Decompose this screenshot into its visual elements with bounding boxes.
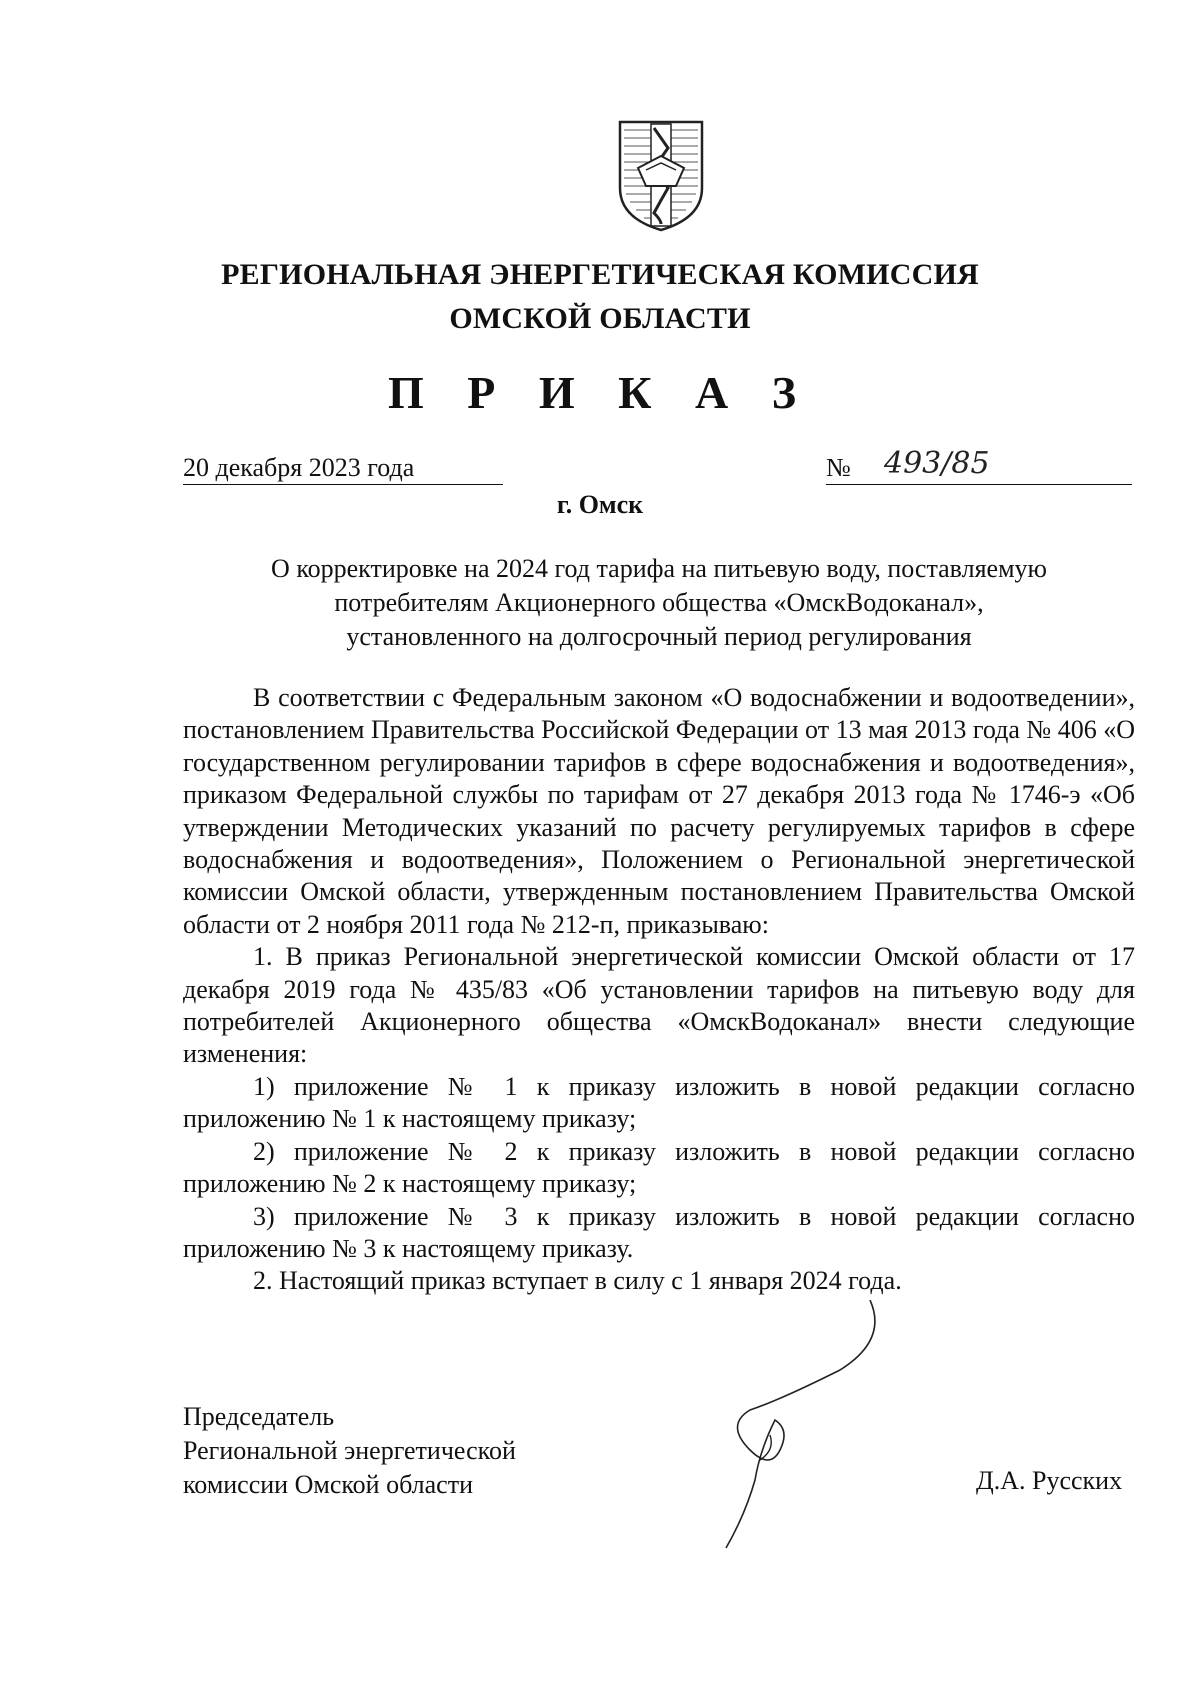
- subject-line: потребителям Акционерного общества «ОмскВодоканал»,: [334, 588, 984, 617]
- number-sign: №: [826, 453, 851, 482]
- position-line: Региональной энергетической: [183, 1436, 516, 1465]
- position-line: комиссии Омской области: [183, 1470, 473, 1499]
- clause-1: 1. В приказ Региональной энергетической комиссии Омской области от 17 декабря 2019 года № 435/83 «Об установлении тарифов на питьевую воду для потребителей Акционерного общества «ОмскВодоканал» внести следующие изменения:: [183, 942, 1135, 1069]
- coat-of-arms-icon: [616, 118, 706, 233]
- preamble-paragraph: В соответствии с Федеральным законом «О водоснабжении и водоотведении», постановлением Правительства Российской Федерации от 13 мая 2013 года № 406 «О государственном регулировании тарифов в сфере водоснабжения и водоотведения», приказом Федеральной службы по тарифам от 27 декабря 2013 года № 1746-э «Об утверждении Методических указаний по расчету регулируемых тарифов в сфере водоснабжения и водоотведения», Положением о Региональной энергетической комиссии Омской области, утвержденным постановлением Правительства Омской области от 2 ноября 2011 года № 212-п, приказываю:: [183, 683, 1135, 939]
- document-number-field: [826, 446, 1132, 485]
- position-line: Председатель: [183, 1402, 335, 1431]
- subclause-2: 2) приложение № 2 к приказу изложить в новой редакции согласно приложению № 2 к настоящему приказу;: [183, 1136, 1135, 1199]
- handwritten-number: 493/85: [884, 446, 990, 481]
- document-subject: [183, 552, 1135, 654]
- document-date: 20 декабря 2023 года: [183, 452, 503, 485]
- signatory-name: Д.А. Русских: [976, 1466, 1123, 1495]
- subject-line: установленного на долгосрочный период регулирования: [346, 622, 972, 651]
- document-title: П Р И К А З: [387, 367, 812, 418]
- subject-line: О корректировке на 2024 год тарифа на питьевую воду, поставляемую: [271, 554, 1047, 583]
- subclause-1: 1) приложение № 1 к приказу изложить в новой редакции согласно приложению № 1 к настоящему приказу;: [183, 1071, 1135, 1134]
- handwritten-signature: [720, 1300, 890, 1550]
- organization-name-line2: ОМСКОЙ ОБЛАСТИ: [449, 302, 751, 335]
- document-city: г. Омск: [556, 490, 644, 519]
- clause-2: 2. Настоящий приказ вступает в силу с 1 января 2024 года.: [253, 1266, 902, 1296]
- document-body: [183, 682, 1135, 1298]
- subclause-3: 3) приложение № 3 к приказу изложить в новой редакции согласно приложению № 3 к настоящему приказу.: [183, 1201, 1135, 1263]
- signatory-position: [183, 1400, 516, 1502]
- organization-name-line1: РЕГИОНАЛЬНАЯ ЭНЕРГЕТИЧЕСКАЯ КОМИССИЯ: [221, 258, 979, 291]
